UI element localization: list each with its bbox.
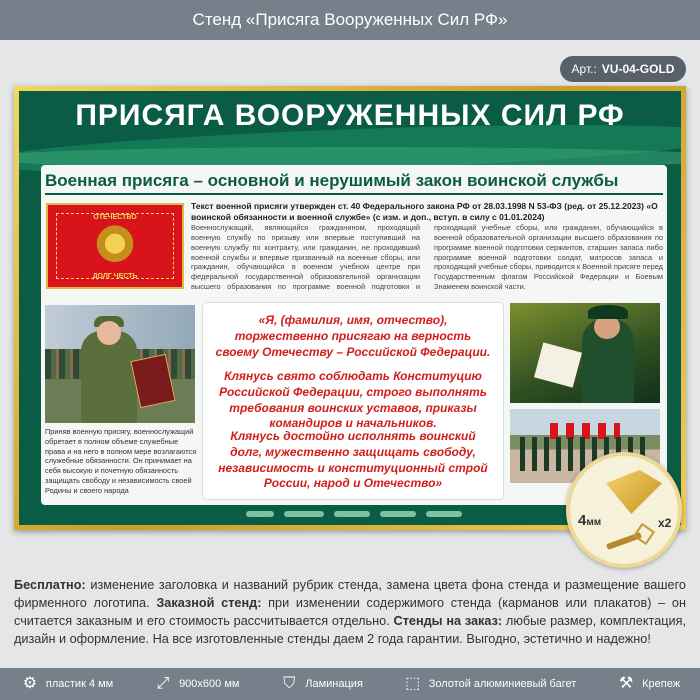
stand-title: ПРИСЯГА ВООРУЖЕННЫХ СИЛ РФ [75,99,625,132]
feature-frame [403,675,577,693]
feature-label: Золотой алюминиевый багет [428,678,577,690]
article-badge [560,56,686,82]
logo-mark [380,511,416,517]
features-bar [0,668,700,700]
photo-soldier-head [97,321,121,345]
thickness-unit: мм [586,517,602,528]
logo-mark [334,511,370,517]
description [14,576,686,648]
logo-mark [284,511,324,517]
feature-material [20,675,113,693]
feature-lamination [279,675,363,693]
frame-detail-badge [566,452,682,568]
stand-board [19,91,681,525]
law-reference: Текст военной присяги утвержден ст. 40 Федерального закона РФ от 28.03.1998 N 53-ФЗ (ред. от 25.12.2023) «О воинской обязанности и военной службе» (с изм. и доп., вступ. в силу с 01.01.2024) [191,201,658,222]
shield-icon: ⛉ [283,675,296,692]
gold-frame-corner-icon [606,470,662,514]
stand-frame [14,86,686,530]
feature-mount [616,675,680,693]
feature-label: Крепеж [642,678,681,690]
mount-count: x2 [658,516,672,530]
thickness-value: 4 [578,512,587,529]
photo-cap [588,305,628,319]
article-label: Арт.: [571,62,597,76]
free-text: изменение заголовка и названий рубрик стенда, замена цвета фона стенда и размещение вашего фирменного логотипа. [14,578,686,611]
custom-label: Заказной стенд: [156,596,262,611]
oath-paragraph: Клянусь свято соблюдать Конституцию Российской Федерации, строго выполнять требования воинских уставов, приказы командиров и начальников. [219,369,487,431]
order-text: любые размер, комплектация, дизайн и оформление. На все изготовленные стенды даем 2 года гарантии. Выгодно, эстетично и надежно! [14,614,686,647]
custom-text: при изменении содержимого стенда (карманов или плакатов) – он считается заказным и его стоимость рассчитывается отдельно. [14,596,686,629]
footer-logos [229,509,479,519]
oath-paragraph: «Я, (фамилия, имя, отчество), торжественно присягаю на верность своему Отечеству – Российской Федерации. [215,313,491,359]
feature-label: Ламинация [305,678,363,690]
feature-label: 900x600 мм [179,678,240,690]
free-label: Бесплатно: [14,578,86,592]
frame-icon: ⬚ [405,675,421,692]
feature-size [153,675,239,693]
photo-paper [534,342,582,387]
feature-label: пластик 4 мм [45,678,114,690]
article-code: VU-04-GOLD [601,62,675,76]
banner-bottom-text: ДОЛГ ЧЕСТЬ [92,273,138,280]
clip-icon [633,523,655,545]
stand-subtitle: Военная присяга – основной и нерушимый закон воинской службы [45,171,619,190]
order-label: Стенды на заказ: [393,614,503,629]
mount-icon: ⚒ [618,675,634,692]
page-title: Стенд «Присяга Вооруженных Сил РФ» [0,0,700,40]
photo-caption: Приняв военную присягу, военнослужащий обретает в полном объеме служебные права и на него в полном мере возлагаются служебные обязанности. Он принимает на себя высокую и почетную обязанность защищать свободу и независимость своей Родины и своего народа [45,427,197,495]
oath-text-box [203,303,503,499]
resize-icon: ⤢ [156,675,170,692]
eagle-emblem-icon [94,223,136,269]
banner-image [46,203,184,289]
oath-ceremony-photo [510,303,660,403]
banner-top-text: ОТЕЧЕСТВО [93,214,137,221]
divider [45,193,663,195]
oath-rules-text: Военнослужащий, являющийся гражданином, проходящий военную службу по призыву или впервые поступивший на военную службу по контракту, или гражданин, не проходивший военной службы и впервые призванный на военные сборы, или гражданин, обучающийся в военном учебном центре при федеральной государственной образовательной организации высшего образования по программе военной подготовки и проходящий учебные сборы, или гражданин, обучающийся в военной образовательной организации высшего образования по программе военной подготовки сержантов, старшин запаса либо программе военной подготовки солдат, матросов запаса и проходящий учебные сборы, приводится к Военной присяге перед Государственным флагом Российской Федерации и Боевым Знаменем воинской части. [191,223,663,292]
oath-paragraph: Клянусь достойно исполнять воинский долг, мужественно защищать свободу, независимость и конституционный строй России, народ и Отечество» [218,429,488,491]
gear-icon: ⚙ [22,675,38,692]
thickness-label [578,512,601,529]
logo-mark [246,511,274,517]
logo-mark [426,511,462,517]
soldier-photo [45,305,195,423]
